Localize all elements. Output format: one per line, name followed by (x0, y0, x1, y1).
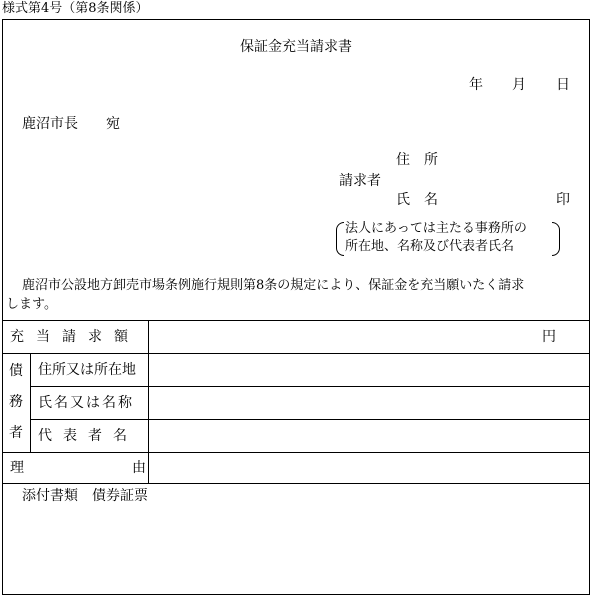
addressee: 鹿沼市長 宛 (22, 116, 120, 132)
debtor-label-char-1: 債 (9, 363, 23, 379)
body-line-1: 鹿沼市公設地方卸売市場条例施行規則第8条の規定により、保証金を充当願いたく請求 (22, 278, 525, 293)
date-month: 月 (512, 77, 526, 93)
reason-label: 理由 (10, 460, 254, 476)
attachments-note: 添付書類 債券証票 (22, 488, 148, 504)
amount-unit: 円 (542, 329, 556, 345)
table-bottom-border (2, 483, 590, 484)
reason-input-cell[interactable] (150, 454, 588, 482)
table-label-divider (148, 320, 149, 483)
date-year: 年 (469, 77, 483, 93)
requester-label: 請求者 (339, 173, 381, 189)
name-label: 氏 名 (396, 192, 438, 208)
form-title: 保証金充当請求書 (240, 39, 352, 55)
debtor-label-char-2: 務 (9, 394, 23, 410)
debtor-label-char-3: 者 (9, 425, 23, 441)
debtor-name-input-cell[interactable] (150, 388, 588, 418)
address-label: 住 所 (396, 152, 438, 168)
table-row-divider-2 (30, 386, 590, 387)
amount-input-cell[interactable] (150, 322, 530, 352)
corp-note-left-bracket (336, 222, 344, 256)
corp-note-line1: 法人にあっては主たる事務所の (345, 221, 527, 236)
debtor-group-divider (30, 353, 31, 452)
table-row-divider-3 (30, 419, 590, 420)
table-row-divider-4 (2, 452, 590, 453)
corp-note-right-bracket (552, 222, 560, 256)
seal-mark: 印 (556, 192, 570, 208)
debtor-representative-label: 代表者名 (38, 428, 138, 444)
debtor-address-label: 住所又は所在地 (38, 362, 136, 378)
table-row-divider-1 (2, 353, 590, 354)
debtor-representative-input-cell[interactable] (150, 421, 588, 451)
corp-note-line2: 所在地、名称及び代表者氏名 (345, 239, 515, 254)
form-frame (2, 19, 590, 595)
date-day: 日 (556, 77, 570, 93)
debtor-address-input-cell[interactable] (150, 355, 588, 385)
amount-label: 充当請求額 (10, 329, 140, 345)
body-line-2: します。 (6, 297, 57, 312)
debtor-name-label: 氏名又は名称 (38, 395, 134, 411)
table-top-border (2, 320, 590, 321)
form-number: 様式第4号（第8条関係） (2, 1, 149, 16)
